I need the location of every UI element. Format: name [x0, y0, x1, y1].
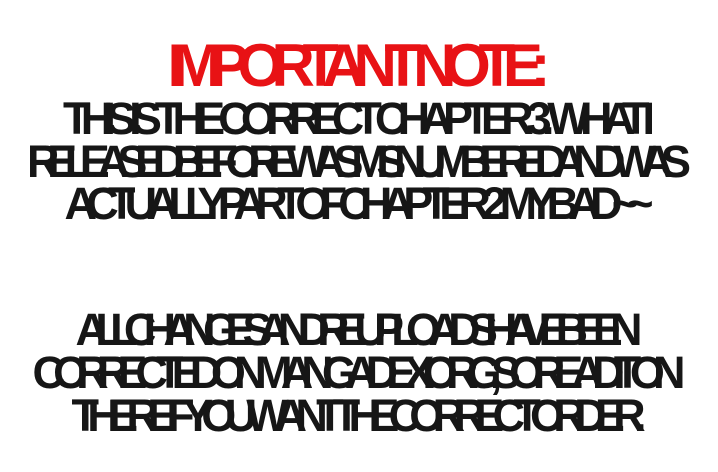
paragraph1-line-3: ACTUALLY PART OF CHAPTER 2. MY BAD~~ — [64, 178, 654, 229]
paragraph2-line-3: THERE IF YOU WANT THE CORRECT ORDER. — [71, 390, 647, 441]
note-title: IMPORTANT NOTE: — [167, 32, 551, 99]
paragraph2-line-2: CORRECTED ON MANGADEX.ORG, SO READ IT ON — [32, 347, 686, 398]
paragraph1-line-1: THIS IS THE CORRECT CHAPTER 3. WHAT I — [63, 93, 655, 144]
paragraph1-line-2: RELEASED BEFORE WAS MISNUMBERED AND WAS — [26, 136, 692, 187]
paragraph2-line-1: ALL CHANGES AND REUPLOADS HAVE BEEN — [75, 304, 643, 355]
